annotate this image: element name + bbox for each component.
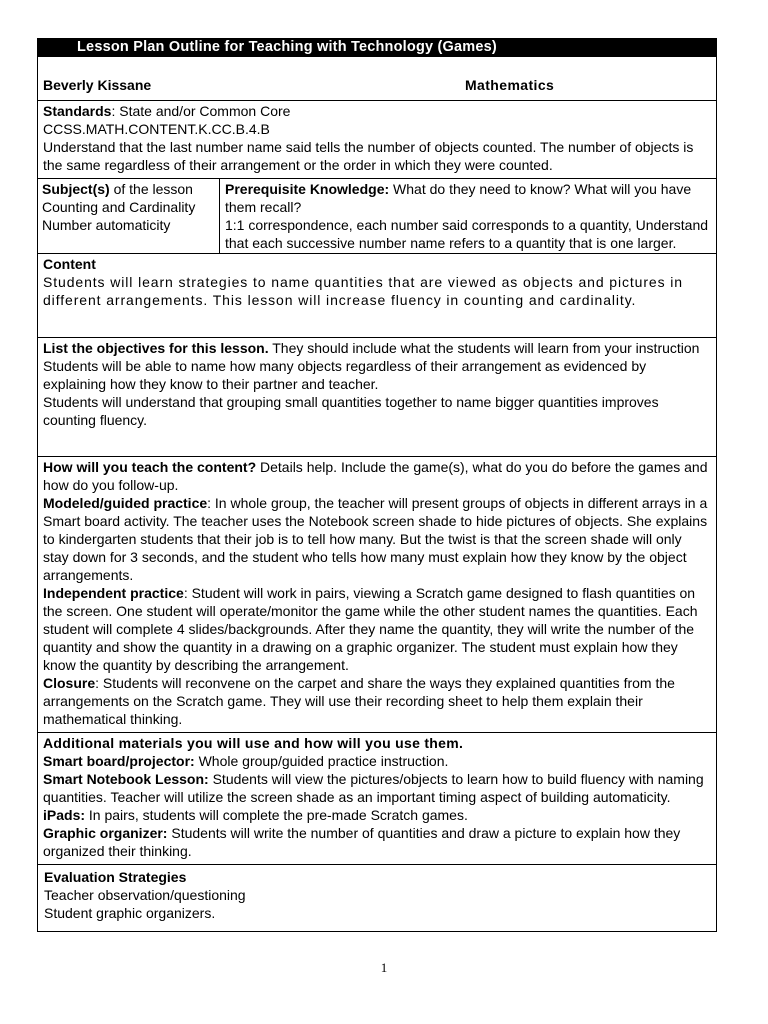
prerequisite-section <box>220 179 716 253</box>
teaching-label: How will you teach the content? <box>43 459 257 475</box>
standards-section <box>37 100 717 179</box>
independent-practice-text: : Student will work in pairs, viewing a Scratch game designed to flash quantities on the screen. One student will operate/monitor the game while the other student names the quantities. Each student will complete 4 slides/backgrounds. After they name the quantity, they will write the number of the quantity and show the quantity in a drawing on a graphic organizer. The student must explain how they know the quantity by describing the arrangement. <box>43 585 698 673</box>
standards-text: Understand that the last number name said tells the number of objects counted. The number of objects is the same regardless of their arrangement or the order in which they were counted. <box>43 139 694 173</box>
author-row <box>37 57 717 100</box>
material-item-text: Students will write the number of quantities and draw a picture to explain how they organized their thinking. <box>43 825 681 859</box>
material-item-text: Whole group/guided practice instruction. <box>194 753 449 769</box>
objectives-label: List the objectives for this lesson. <box>43 340 269 356</box>
materials-section <box>37 733 717 865</box>
material-item-label: iPads: <box>43 807 86 823</box>
material-item-text: In pairs, students will complete the pre-made Scratch games. <box>85 807 468 823</box>
material-item <box>43 806 711 824</box>
material-item-text: Students will view the pictures/objects to learn how to build fluency with naming quantities. Teacher will utilize the screen shade as an important timing aspect of building automaticity. <box>43 771 704 805</box>
evaluation-label: Evaluation Strategies <box>44 869 187 885</box>
subject-item: Number automaticity <box>42 217 171 233</box>
lesson-plan-document <box>37 38 717 932</box>
subject-item: Counting and Cardinality <box>42 199 196 215</box>
objectives-section <box>37 338 717 457</box>
material-item-label: Smart board/projector: <box>43 753 195 769</box>
subjects-label-suffix: of the lesson <box>109 181 193 197</box>
page-number: 1 <box>380 960 388 975</box>
author-name: Beverly Kissane <box>43 77 152 93</box>
material-item <box>43 752 711 770</box>
document-title: Lesson Plan Outline for Teaching with Technology (Games) <box>37 38 717 57</box>
prerequisite-text: 1:1 correspondence, each number said corresponds to a quantity, Understand that each successive number name refers to a quantity that is one larger. <box>225 217 709 251</box>
teaching-section <box>37 457 717 733</box>
modeled-practice-label: Modeled/guided practice <box>43 495 208 511</box>
prerequisite-prompt: What do they need to know? What will you have them recall? <box>225 181 692 215</box>
standards-label-suffix: : State and/or Common Core <box>111 103 291 119</box>
evaluation-item: Teacher observation/questioning <box>44 887 246 903</box>
material-item <box>43 770 711 806</box>
subjects-section <box>38 179 220 253</box>
material-item-label: Smart Notebook Lesson: <box>43 771 209 787</box>
independent-practice-label: Independent practice <box>43 585 184 601</box>
standards-code: CCSS.MATH.CONTENT.K.CC.B.4.B <box>43 121 270 137</box>
teaching-prompt: Details help. Include the game(s), what do you do before the games and how do you follow-up. <box>43 459 708 493</box>
material-item <box>43 824 711 860</box>
content-text: Students will learn strategies to name quantities that are viewed as objects and pictures in different arrangements. This lesson will increase fluency in counting and cardinality. <box>43 274 683 308</box>
materials-label: Additional materials you will use and how will you use them. <box>43 735 464 751</box>
content-section <box>37 254 717 338</box>
subjects-label: Subject(s) <box>42 181 110 197</box>
objectives-prompt: They should include what the students will learn from your instruction <box>268 340 700 356</box>
subject-area: Mathematics <box>465 77 555 93</box>
objective-item: Students will understand that grouping small quantities together to name bigger quantities improves counting fluency. <box>43 394 659 428</box>
standards-label: Standards <box>43 103 112 119</box>
content-label: Content <box>43 256 96 272</box>
objective-item: Students will be able to name how many objects regardless of their arrangement as evidenced by explaining how they know to their partner and teacher. <box>43 358 647 392</box>
evaluation-item: Student graphic organizers. <box>44 905 216 921</box>
prerequisite-label: Prerequisite Knowledge: <box>225 181 390 197</box>
material-item-label: Graphic organizer: <box>43 825 168 841</box>
closure-text: : Students will reconvene on the carpet and share the ways they explained quantities from the arrangements on the Scratch game. They will use their recording sheet to help them explain their mathematical thinking. <box>43 675 675 727</box>
evaluation-section <box>37 865 717 932</box>
closure-label: Closure <box>43 675 96 691</box>
modeled-practice-text: : In whole group, the teacher will present groups of objects in different arrays in a Smart board activity. The teacher uses the Notebook screen shade to hide pictures of objects. She explains to kindergarten students that their job is to tell how many. But the twist is that the screen shade will only stay down for 3 seconds, and the student who tells how many must explain how they know by the object arrangements. <box>43 495 708 583</box>
subject-prerequisite-row <box>37 179 717 254</box>
